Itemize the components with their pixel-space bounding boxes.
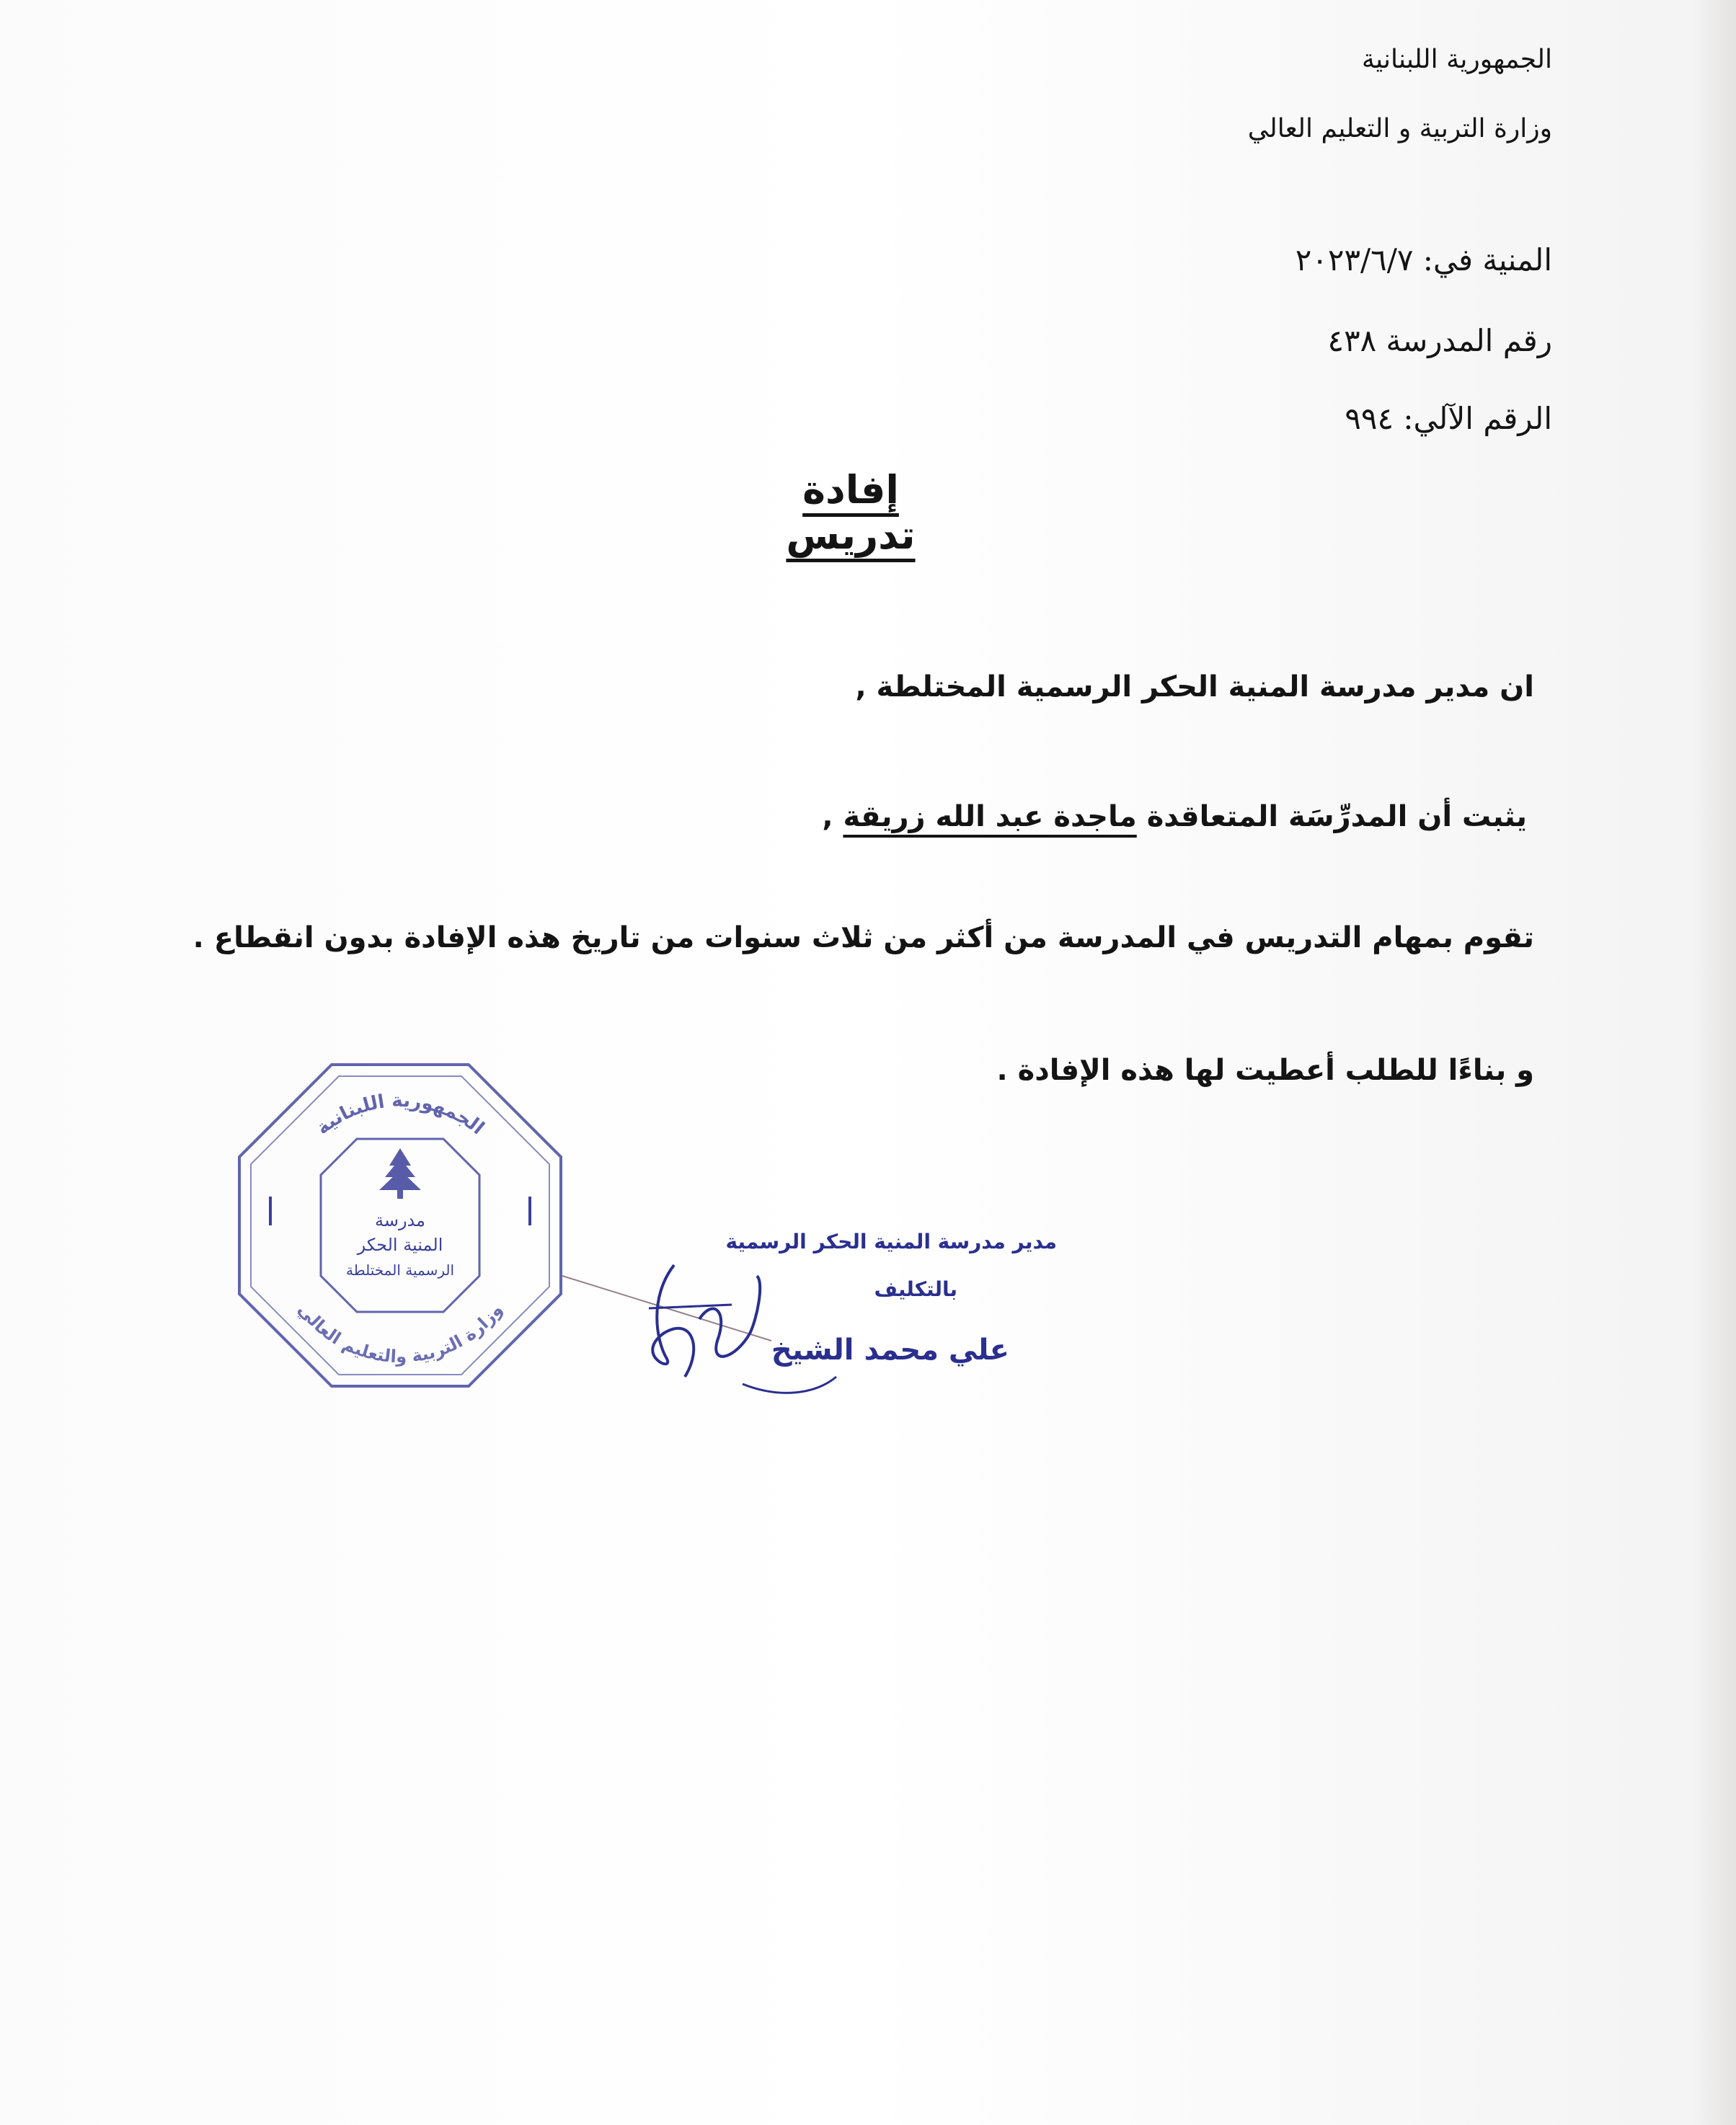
page-edge-shadow (1693, 0, 1736, 2125)
stamp-bottom-arc: وزارة التربية والتعليم العالي (293, 1300, 507, 1367)
body-line-1: ان مدير مدرسة المنية الحكر الرسمية المختلطة , (855, 670, 1534, 704)
stamp-center-line-2: المنية الحكر (357, 1235, 443, 1255)
body-line-4: و بناءًا للطلب أعطيت لها هذه الإفادة . (996, 1054, 1534, 1087)
body-line-2-suffix: , (822, 800, 843, 833)
signatory-name: علي محمد الشيخ (771, 1334, 1009, 1367)
auto-number-line: الرقم الآلي: ٩٩٤ (1345, 401, 1552, 436)
cedar-tree-icon (379, 1148, 421, 1199)
stamp-top-arc: الجمهورية اللبنانية (312, 1089, 489, 1140)
signature-title-line-1: مدير مدرسة المنية الحكر الرسمية (725, 1230, 1057, 1254)
stamp-center-line-3: الرسمية المختلطة (345, 1261, 455, 1279)
body-line-3: تقوم بمهام التدريس في المدرسة من أكثر من ثلاث سنوات من تاريخ هذه الإفادة بدون انقطاع . (192, 921, 1534, 954)
body-line-2-prefix: يثبت أن المدرِّسَة المتعاقدة (1136, 800, 1527, 833)
signature-title-line-2: بالتكليف (874, 1277, 957, 1301)
handwritten-signature (548, 1233, 865, 1420)
stamp-center-line-1: مدرسة (374, 1210, 426, 1230)
header-republic: الجمهورية اللبنانية (1361, 45, 1552, 74)
official-stamp (231, 1056, 570, 1395)
header-ministry: وزارة التربية و التعليم العالي (1247, 114, 1552, 143)
document-title: إفادة تدريس (786, 467, 916, 558)
body-line-2 (822, 800, 1527, 833)
teacher-name: ماجدة عبد الله زريقة (843, 800, 1137, 833)
date-line: المنية في: ٢٠٢٣/٦/٧ (1295, 242, 1552, 278)
school-number-line: رقم المدرسة ٤٣٨ (1327, 323, 1552, 358)
